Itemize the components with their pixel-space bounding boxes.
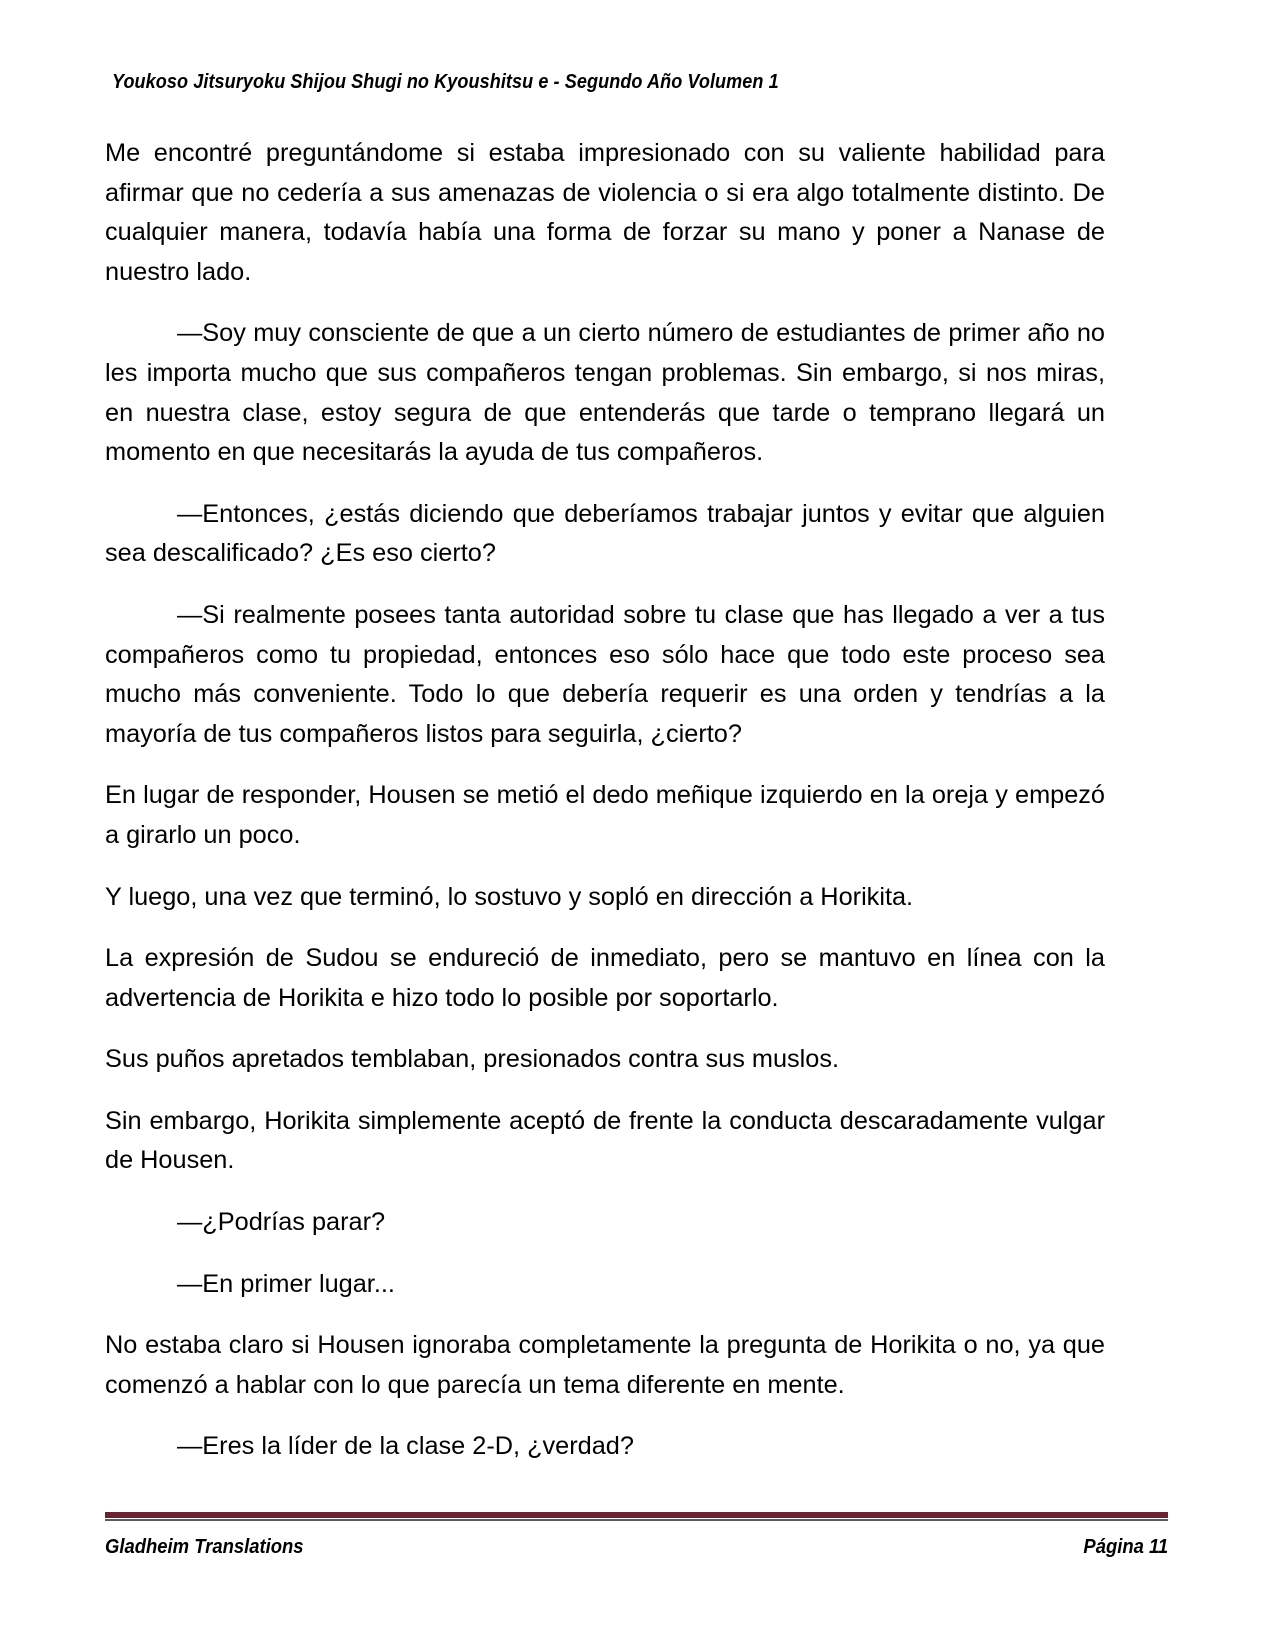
paragraph-narration: Y luego, una vez que terminó, lo sostuvo y sopló en dirección a Horikita. xyxy=(105,882,914,911)
paragraph-dialogue: —En primer lugar... xyxy=(177,1269,395,1298)
header-title: Youkoso Jitsuryoku Shijou Shugi no Kyoushitsu e - Segundo Año Volumen 1 xyxy=(112,70,779,93)
page-footer xyxy=(105,1512,1168,1559)
paragraph-narration: La expresión de Sudou se endureció de inmediato, pero se mantuvo en línea con la advertencia de Horikita e hizo todo lo posible por soportarlo. xyxy=(105,944,1105,1012)
paragraph-dialogue: —Eres la líder de la clase 2-D, ¿verdad? xyxy=(177,1432,634,1461)
paragraph-dialogue: —Si realmente posees tanta autoridad sobre tu clase que has llegado a ver a tus compañeros como tu propiedad, entonces eso sólo hace que todo este proceso sea mucho más conveniente. Todo lo que debería requerir es una orden y tendrías a la mayoría de tus compañeros listos para seguirla, ¿cierto? xyxy=(105,600,1105,748)
footer-divider xyxy=(105,1512,1168,1518)
footer-page-number: Página 11 xyxy=(1083,1535,1168,1558)
paragraph-dialogue: —¿Podrías parar? xyxy=(177,1208,386,1237)
paragraph-narration: No estaba claro si Housen ignoraba completamente la pregunta de Horikita o no, ya que comenzó a hablar con lo que parecía un tema diferente en mente. xyxy=(105,1331,1105,1399)
footer-row xyxy=(105,1535,1168,1559)
page-header xyxy=(112,70,1167,100)
document-body xyxy=(105,134,1105,1467)
paragraph-narration: En lugar de responder, Housen se metió el dedo meñique izquierdo en la oreja y empezó a girarlo un poco. xyxy=(105,781,1105,849)
paragraph-narration: Sus puños apretados temblaban, presionados contra sus muslos. xyxy=(105,1045,840,1074)
paragraph-narration: Me encontré preguntándome si estaba impresionado con su valiente habilidad para afirmar que no cedería a sus amenazas de violencia o si era algo totalmente distinto. De cualquier manera, todavía había una forma de forzar su mano y poner a Nanase de nuestro lado. xyxy=(105,139,1105,286)
paragraph-dialogue: —Entonces, ¿estás diciendo que deberíamos trabajar juntos y evitar que alguien sea descalificado? ¿Es eso cierto? xyxy=(105,499,1105,568)
footer-left-label: Gladheim Translations xyxy=(105,1535,304,1558)
paragraph-dialogue: —Soy muy consciente de que a un cierto número de estudiantes de primer año no les importa mucho que sus compañeros tengan problemas. Sin embargo, si nos miras, en nuestra clase, estoy segura de que entenderás que tarde o temprano llegará un momento en que necesitarás la ayuda de tus compañeros. xyxy=(105,319,1105,467)
footer-divider-shadow xyxy=(105,1519,1168,1521)
paragraph-narration: Sin embargo, Horikita simplemente aceptó de frente la conducta descaradamente vulgar de Housen. xyxy=(105,1106,1105,1175)
